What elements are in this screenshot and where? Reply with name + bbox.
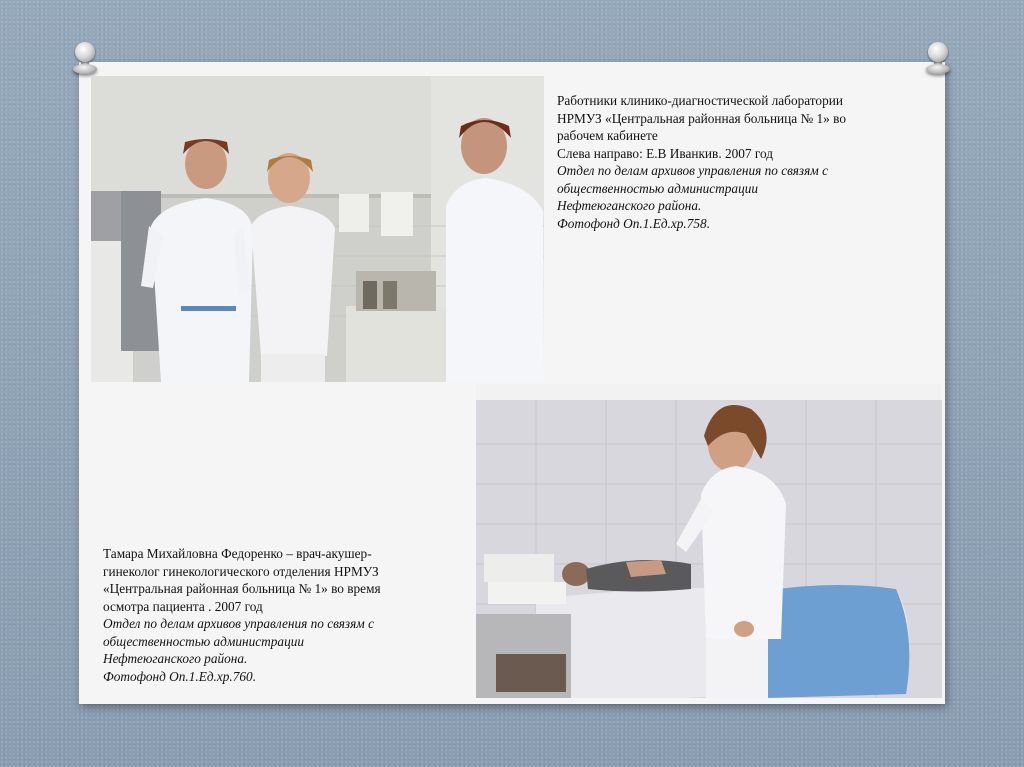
caption-top-line: Слева направо: Е.В Иванкив. 2007 год: [557, 145, 774, 161]
caption-bottom-source-line: Фотофонд Оп.1.Ед.хр.760.: [103, 668, 257, 684]
caption-bottom-line: осмотра пациента . 2007 год: [103, 598, 263, 614]
caption-bottom: [103, 545, 381, 685]
caption-bottom-line: гинеколог гинекологического отделения НРМУЗ: [103, 563, 379, 579]
caption-top: [557, 92, 846, 232]
caption-top-line: рабочем кабинете: [557, 128, 658, 143]
caption-bottom-line: «Центральная районная больница № 1» во время: [103, 581, 381, 596]
caption-top-line: Работники клинико-диагностической лаборатории: [557, 93, 843, 108]
caption-bottom-source-line: общественностью администрации: [103, 633, 305, 649]
caption-top-source-line: Нефтеюганского района.: [557, 198, 702, 213]
caption-top-source-line: Отдел по делам архивов управления по связям с: [557, 163, 828, 178]
caption-bottom-source-line: Отдел по делам архивов управления по связям с: [103, 616, 374, 631]
doctor-patient-photo: [476, 384, 942, 698]
caption-top-source-line: Фотофонд Оп.1.Ед.хр.758.: [557, 215, 711, 231]
caption-top-source-line: общественностью администрации: [557, 180, 759, 196]
caption-bottom-line: Тамара Михайловна Федоренко – врач-акушер-: [103, 546, 372, 561]
pushpin-icon: [925, 42, 951, 76]
caption-top-line: НРМУЗ «Центральная районная больница № 1» во: [557, 110, 846, 126]
caption-bottom-source-line: Нефтеюганского района.: [103, 651, 248, 666]
lab-workers-photo: [91, 76, 544, 382]
pushpin-icon: [72, 42, 98, 76]
